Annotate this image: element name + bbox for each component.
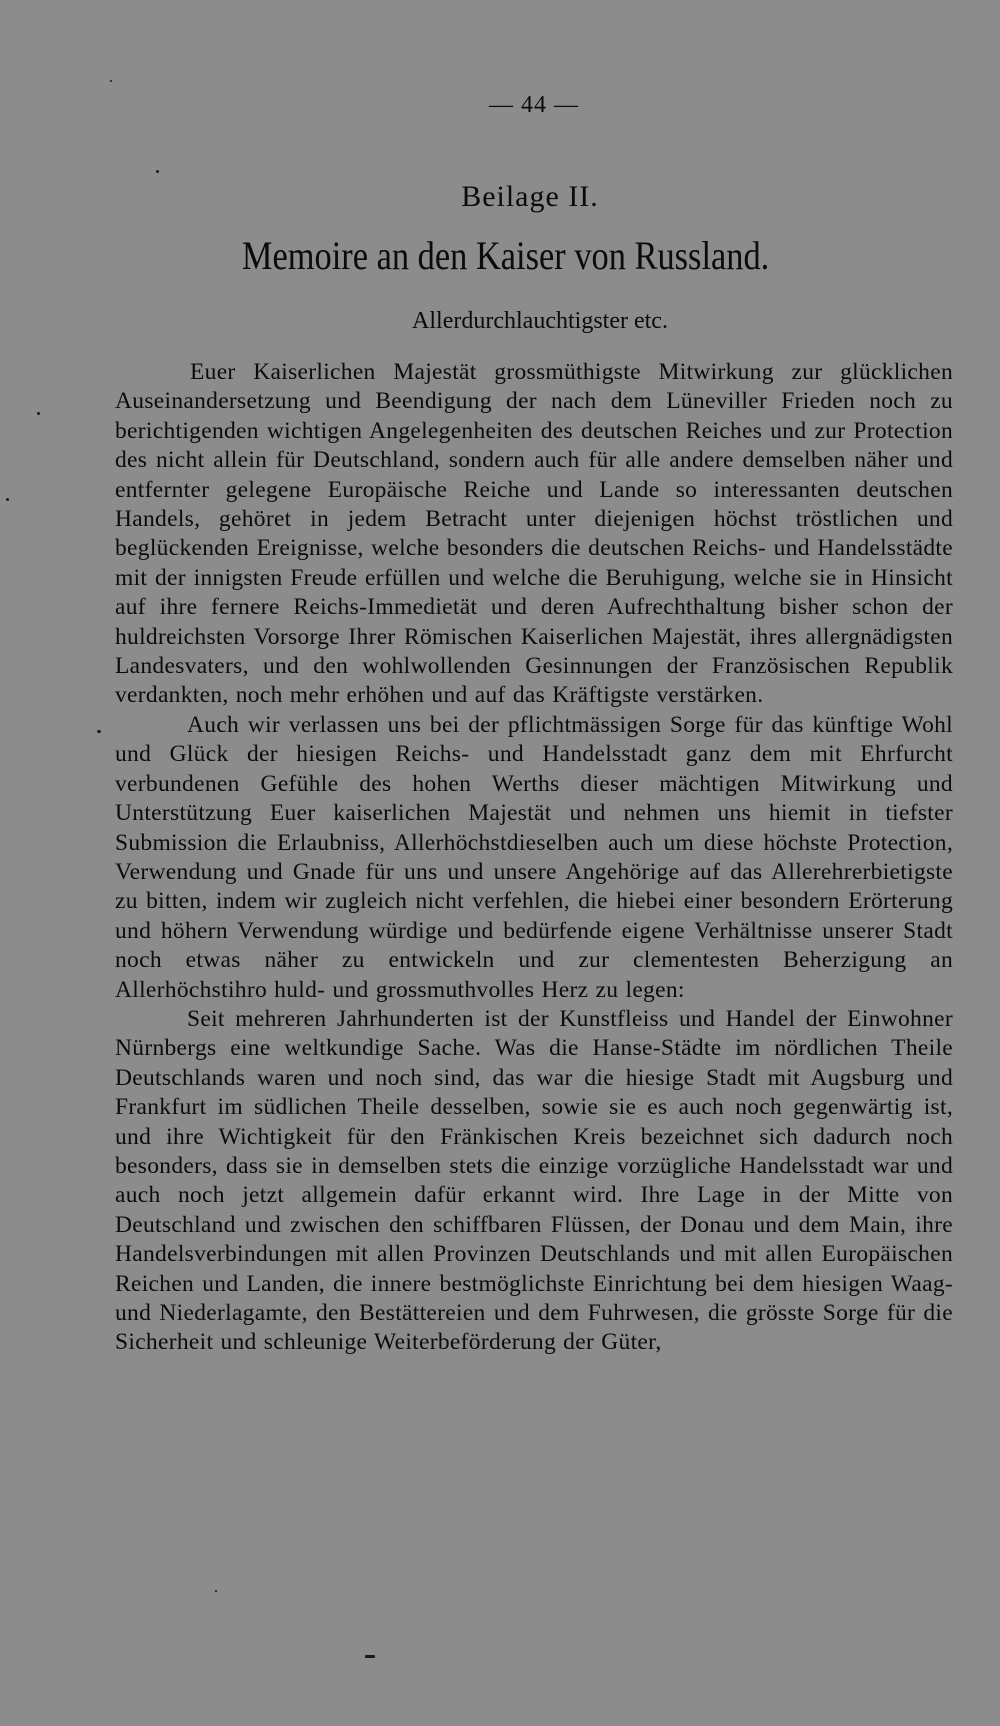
scan-speck [6, 498, 9, 501]
supplement-heading: Beilage II. [461, 180, 599, 213]
paragraph-2: Auch wir verlassen uns bei der pflichtmässigen Sorge für das künftige Wohl und Glück der hiesigen Reichs- und Handelsstadt ganz dem mit Ehrfurcht verbundenen Gefühle des hohen Werths dieser mächtigen Mitwirkung und Unterstützung Euer kaiserlichen Majestät und nehmen uns hiemit in tiefster Submission die Erlaubniss, Allerhöchstdieselben auch um diese höchste Protection, Verwendung und Gnade für uns und unsere Angehörige auf das Allerehrerbietigste zu bitten, indem wir zugleich nicht verfehlen, die hiebei einer besondern Erörterung und höhern Verwendung würdige und bedürfende eigene Verhältnisse unserer Stadt noch etwas näher zu entwickeln und zur clementesten Beherzigung an Allerhöchstihro huld- und grossmuthvolles Herz zu legen: [115, 711, 953, 1003]
scan-speck [365, 1655, 375, 1658]
body-text [115, 358, 953, 1358]
scan-speck [97, 730, 101, 733]
paragraph-3: Seit mehreren Jahrhunderten ist der Kunstfleiss und Handel der Einwohner Nürnbergs eine weltkundige Sache. Was die Hanse-Städte im nördlichen Theile Deutschlands waren und noch sind, das war die hiesige Stadt mit Augsburg und Frankfurt im südlichen Theile desselben, sowie sie es auch noch gegenwärtig ist, und ihre Wichtigkeit für den Fränkischen Kreis bezeichnet sich dadurch noch besonders, dass sie in demselben stets die einzige vorzügliche Handelsstadt war und auch noch jetzt allgemein dafür erkannt wird. Ihre Lage in der Mitte von Deutschland und zwischen den schiffbaren Flüssen, der Donau und dem Main, ihre Handelsverbindungen mit allen Provinzen Deutschlands und mit allen Europäischen Reichen und Landen, die innere bestmöglichste Einrichtung bei dem hiesigen Waag- und Niederlagamte, den Bestättereien und dem Fuhrwesen, die grösste Sorge für die Sicherheit und schleunige Weiterbeförderung der Güter, [115, 1005, 953, 1356]
scan-speck [156, 170, 159, 173]
document-title: Memoire an den Kaiser von Russland. [241, 233, 770, 278]
scan-speck [215, 1590, 217, 1592]
salutation: Allerdurchlauchtigster etc. [412, 308, 668, 334]
scan-speck [110, 80, 112, 82]
scan-speck [37, 412, 40, 415]
page-number: — 44 — [489, 92, 579, 118]
paragraph-1: Euer Kaiserlichen Majestät grossmüthigste Mitwirkung zur glücklichen Auseinandersetzung und Beendigung der nach dem Lüneviller Frieden noch zu berichtigenden wichtigen Angelegenheiten des deutschen Reiches und zur Protection des nicht allein für Deutschland, sondern auch für alle andere demselben näher und entfernter gelegene Europäische Reiche und Lande so interessanten deutschen Handels, gehöret in jedem Betracht unter diejenigen höchst tröstlichen und beglückenden Ereignisse, welche besonders die deutschen Reichs- und Handelsstädte mit der innigsten Freude erfüllen und welche die Beruhigung, welche sie in Hinsicht auf ihre fernere Reichs-Immedietät und deren Aufrechthaltung bisher schon der huldreichsten Vorsorge Ihrer Römischen Kaiserlichen Majestät, ihres allergnädigsten Landesvaters, und den wohlwollenden Gesinnungen der Französischen Republik verdankten, noch mehr erhöhen und auf das Kräftigste verstärken. [115, 359, 953, 709]
